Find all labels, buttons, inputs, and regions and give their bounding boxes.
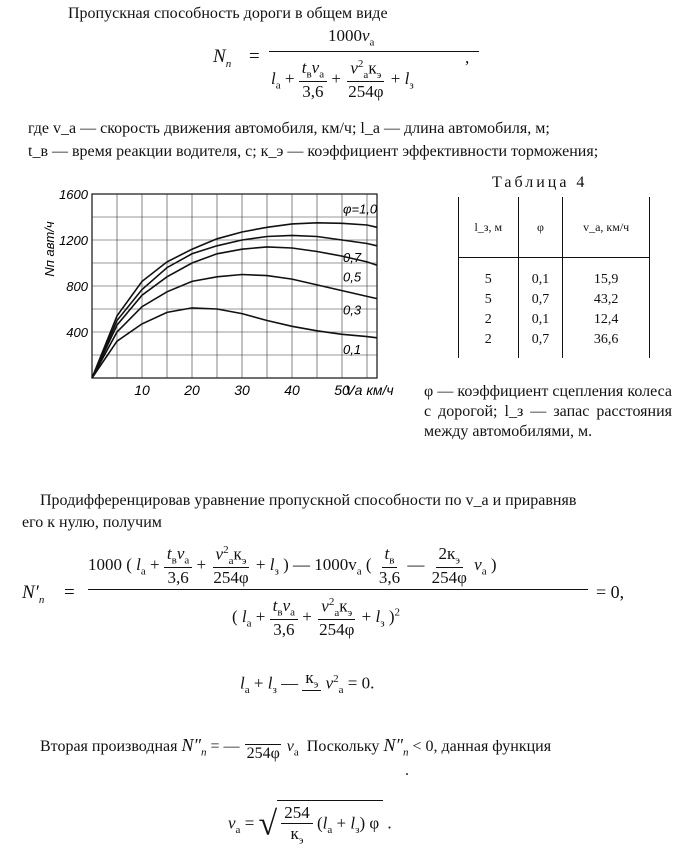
where-line-1: где v_а — скорость движения автомобиля, км/ч; l_а — длина автомобиля, м; xyxy=(28,120,550,137)
y-tick-label: 1200 xyxy=(59,233,88,248)
x-axis-label: Vа км/ч xyxy=(345,382,394,398)
table-cell: 0,1 xyxy=(518,258,563,291)
y-tick-label: 400 xyxy=(66,325,88,340)
table-cell: 0,7 xyxy=(518,330,563,358)
intro-text: Пропускная способность дороги в общем виде xyxy=(68,5,388,22)
formula-denominator: $l_а$ + $\frac{t_вv_а}{3,6}$ + $\frac{v^2_ак_э}{254\varphi}$ + $l_з$ xyxy=(271,58,414,102)
formula-lhs: $N_п$ xyxy=(213,46,232,70)
fraction-bar xyxy=(269,51,479,52)
throughput-chart xyxy=(40,182,400,412)
x-tick-label: 10 xyxy=(134,382,150,398)
series-line-4 xyxy=(92,308,377,378)
table-header-phi: φ xyxy=(518,197,563,258)
series-line-1 xyxy=(92,235,377,378)
table-header-va: v_а, км/ч xyxy=(563,197,650,258)
para2-line-2: его к нулю, получим xyxy=(22,514,162,531)
formula-numerator: $1000v_а$ xyxy=(328,26,375,49)
fraction-bar xyxy=(88,589,588,590)
where-line-2: t_в — время реакции водителя, с; к_э — коэффициент эффективности торможения; xyxy=(28,143,599,160)
x-tick-label: 30 xyxy=(234,382,250,398)
formula2-numerator: 1000 ( $l_а$ + $\frac{t_вv_а}{3,6}$ + $\frac{v^2_ак_э}{254\varphi}$ + $l_з$ ) — $1000v_а$ ( $\frac{t_в}{3,6}$ — $\frac{2к_э}{254\varphi}$ $v_а$ ) xyxy=(88,544,497,588)
table-header-lz: l_з, м xyxy=(459,197,519,258)
phi-note: φ — коэффициент сцепления колеса с дорогой; l_з — запас расстояния между автомобилями, м. xyxy=(424,383,672,440)
table-cell: 5 xyxy=(459,258,519,291)
y-tick-label: 800 xyxy=(66,279,88,294)
table-cell: 36,6 xyxy=(563,330,650,358)
table-cell: 0,1 xyxy=(518,310,563,330)
series-label: 0,7 xyxy=(343,249,362,265)
chart-plot-area xyxy=(42,187,394,398)
table-cell: 5 xyxy=(459,290,519,310)
x-tick-label: 20 xyxy=(184,382,200,398)
formula-optimal-speed: $v_а$ = √ $\frac{254}{к_э}$ $(l_а + l_з)$ φ . xyxy=(228,800,392,848)
table-cell: 2 xyxy=(459,330,519,358)
y-axis-label: Nп авт/ч xyxy=(42,221,57,277)
table-caption: Таблица 4 xyxy=(492,174,588,191)
series-line-3 xyxy=(92,275,377,379)
table-cell: 43,2 xyxy=(563,290,650,310)
series-label: 0,5 xyxy=(343,269,362,285)
y-tick-label: 1600 xyxy=(59,187,88,202)
stray-dot: . xyxy=(405,762,409,779)
series-label: 0,1 xyxy=(343,341,362,357)
series-label: φ=1,0 xyxy=(343,201,378,217)
x-tick-label: 50 xyxy=(334,382,350,398)
x-tick-label: 40 xyxy=(284,382,300,398)
table-cell: 15,9 xyxy=(563,258,650,291)
table-cell: 2 xyxy=(459,310,519,330)
formula-condition: $l_а + l_з$ — $к_э$ $v^2_а = 0$. xyxy=(240,668,375,696)
formula-throughput: $N_п$ = $1000v_а$ $l_а$ + $\frac{t_вv_а}{3,6}$ + $\frac{v^2_ак_э}{254\varphi}$ + $l_з$ , xyxy=(213,26,493,98)
para2-line-1: Продифференцировав уравнение пропускной способности по v_а и приравняв xyxy=(40,492,577,509)
table-cell: 12,4 xyxy=(563,310,650,330)
formula2-denominator: ( $l_а$ + $\frac{t_вv_а}{3,6}$ + $\frac{v^2_ак_э}{254\varphi}$ + $l_з$ )$^2$ xyxy=(232,596,401,640)
formula-derivative: $N'_п$ = 1000 ( $l_а$ + $\frac{t_вv_а}{3,6}$ + $\frac{v^2_ак_э}{254\varphi}$ + $l_з$ ) — $1000v_а$ ( $\frac{t_в}{3,6}$ — $\frac{2к_э}{254\varphi}$ $v_а$ ) ( $l_а$ + $\frac{t_вv_а}{3,6}$ + $\frac{v^2_ак_э}{254\varphi}$ + $l_з$ )$^2$ = 0, xyxy=(22,544,625,640)
second-derivative-line: Вторая производная $N''_п$ = — 254φ $v_а$ Поскольку $N''_п < 0$, данная функция xyxy=(40,732,551,763)
table-4 xyxy=(458,197,650,358)
series-label: 0,3 xyxy=(343,302,362,318)
table-cell: 0,7 xyxy=(518,290,563,310)
